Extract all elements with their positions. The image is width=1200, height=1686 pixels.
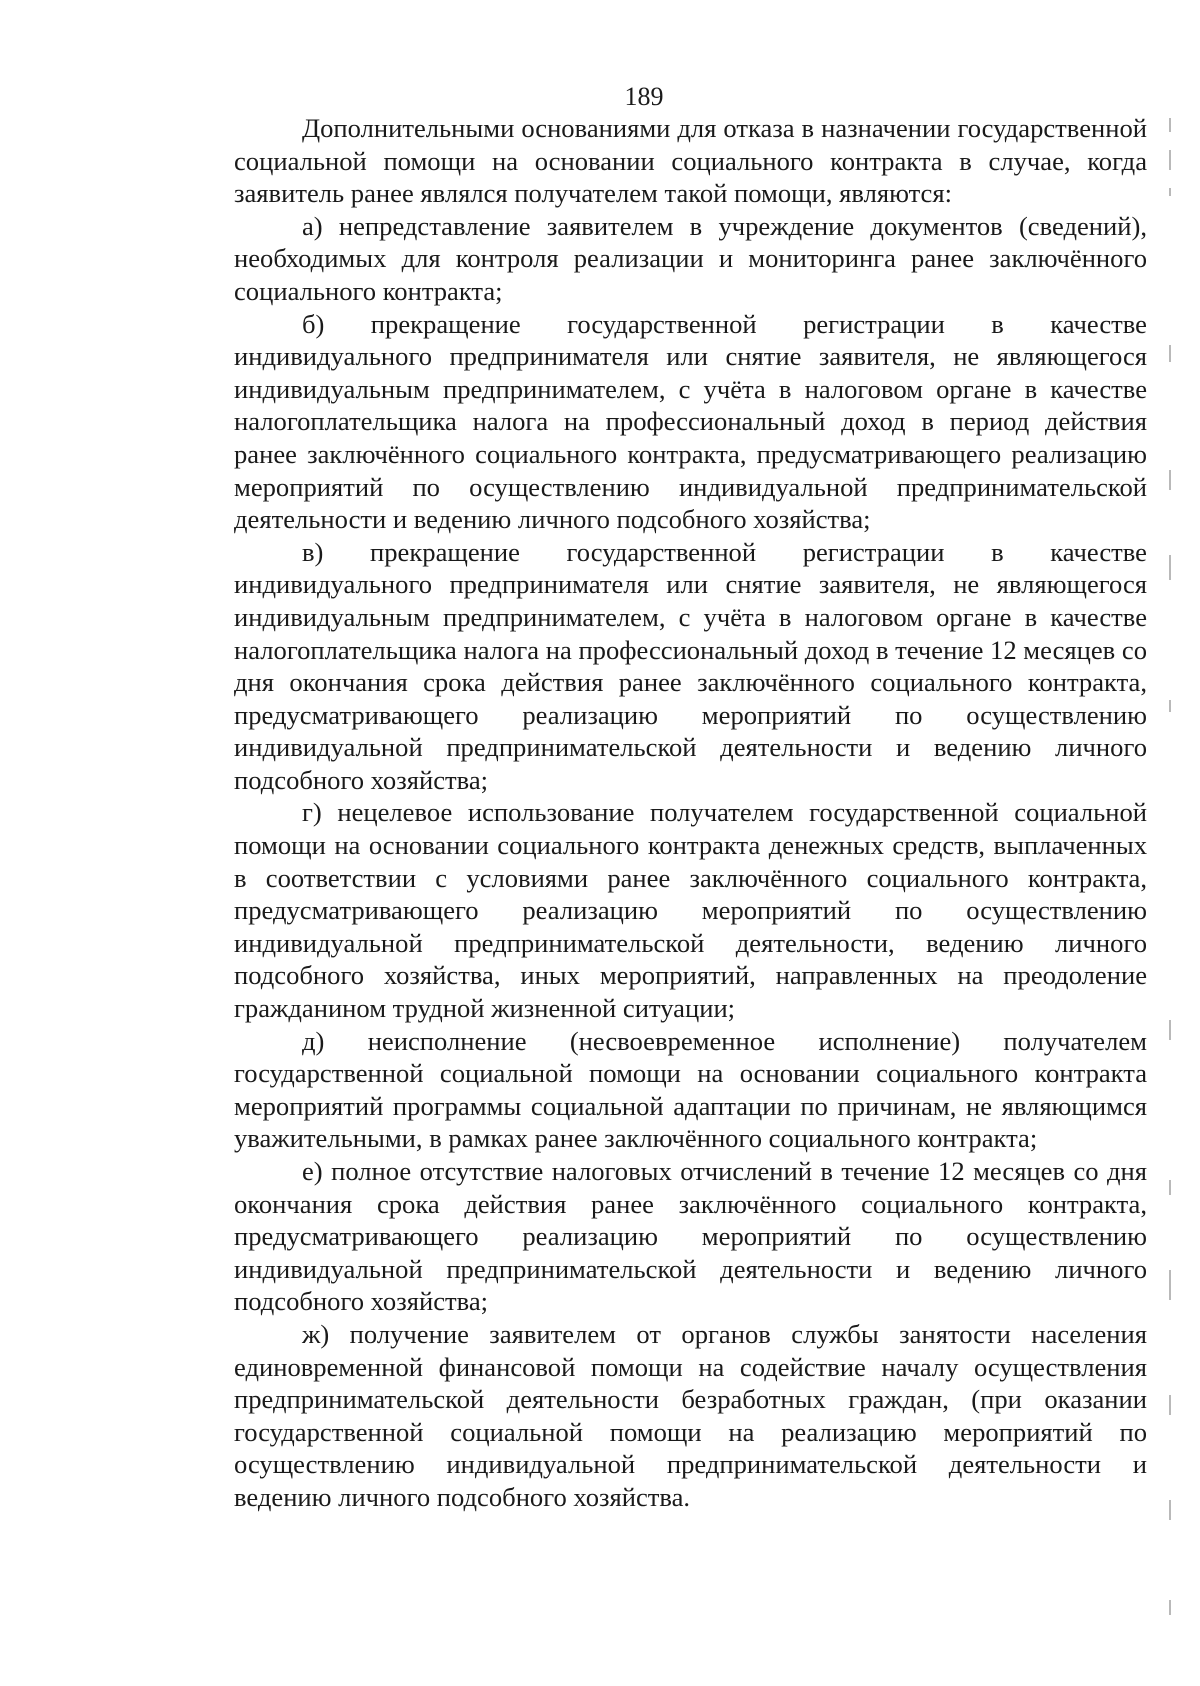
paragraph-item-g: г) нецелевое использование получателем государственной социальной помощи на основании социального контракта денежных средств, выплаченных в соответствии с условиями ранее заключённого социального контракта, предусматривающего реализацию мероприятий по осуществлению индивидуальной предпринимательской деятельности, ведению личного подсобного хозяйства, иных мероприятий, направленных на преодоление гражданином трудной жизненной ситуации; [234, 797, 1147, 1024]
scan-edge-marks [1160, 0, 1200, 1686]
document-body [234, 112, 1147, 1514]
page-number: 189 [624, 82, 664, 111]
paragraph-intro: Дополнительными основаниями для отказа в назначении государственной социальной помощи на основании социального контракта в случае, когда заявитель ранее являлся получателем такой помощи, являются: [234, 113, 1147, 209]
paragraph-item-zh: ж) получение заявителем от органов службы занятости населения единовременной финансовой помощи на содействие началу осуществления предпринимательской деятельности безработных граждан, (при оказании государственной социальной помощи на реализацию мероприятий по осуществлению индивидуальной предпринимательской деятельности и ведению личного подсобного хозяйства. [234, 1318, 1147, 1512]
paragraph-item-v: в) прекращение государственной регистрации в качестве индивидуального предпринимателя или снятие заявителя, не являющегося индивидуальным предпринимателем, с учёта в налоговом органе в качестве налогоплательщика налога на профессиональный доход в течение 12 месяцев со дня окончания срока действия ранее заключённого социального контракта, предусматривающего реализацию мероприятий по осуществлению индивидуальной предпринимательской деятельности и ведению личного подсобного хозяйства; [234, 536, 1147, 795]
paragraph-item-b: б) прекращение государственной регистрации в качестве индивидуального предпринимателя или снятие заявителя, не являющегося индивидуальным предпринимателем, с учёта в налоговом органе в качестве налогоплательщика налога на профессиональный доход в период действия ранее заключённого социального контракта, предусматривающего реализацию мероприятий по осуществлению индивидуальной предпринимательской деятельности и ведению личного подсобного хозяйства; [234, 308, 1147, 535]
paragraph-item-d: д) неисполнение (несвоевременное исполнение) получателем государственной социальной помощи на основании социального контракта мероприятий программы социальной адаптации по причинам, не являющимся уважительными, в рамках ранее заключённого социального контракта; [234, 1025, 1147, 1154]
paragraph-item-a: а) непредставление заявителем в учреждение документов (сведений), необходимых для контроля реализации и мониторинга ранее заключённого социального контракта; [234, 210, 1147, 306]
paragraph-item-e: е) полное отсутствие налоговых отчислений в течение 12 месяцев со дня окончания срока действия ранее заключённого социального контракта, предусматривающего реализацию мероприятий по осуществлению индивидуальной предпринимательской деятельности и ведению личного подсобного хозяйства; [234, 1156, 1147, 1317]
